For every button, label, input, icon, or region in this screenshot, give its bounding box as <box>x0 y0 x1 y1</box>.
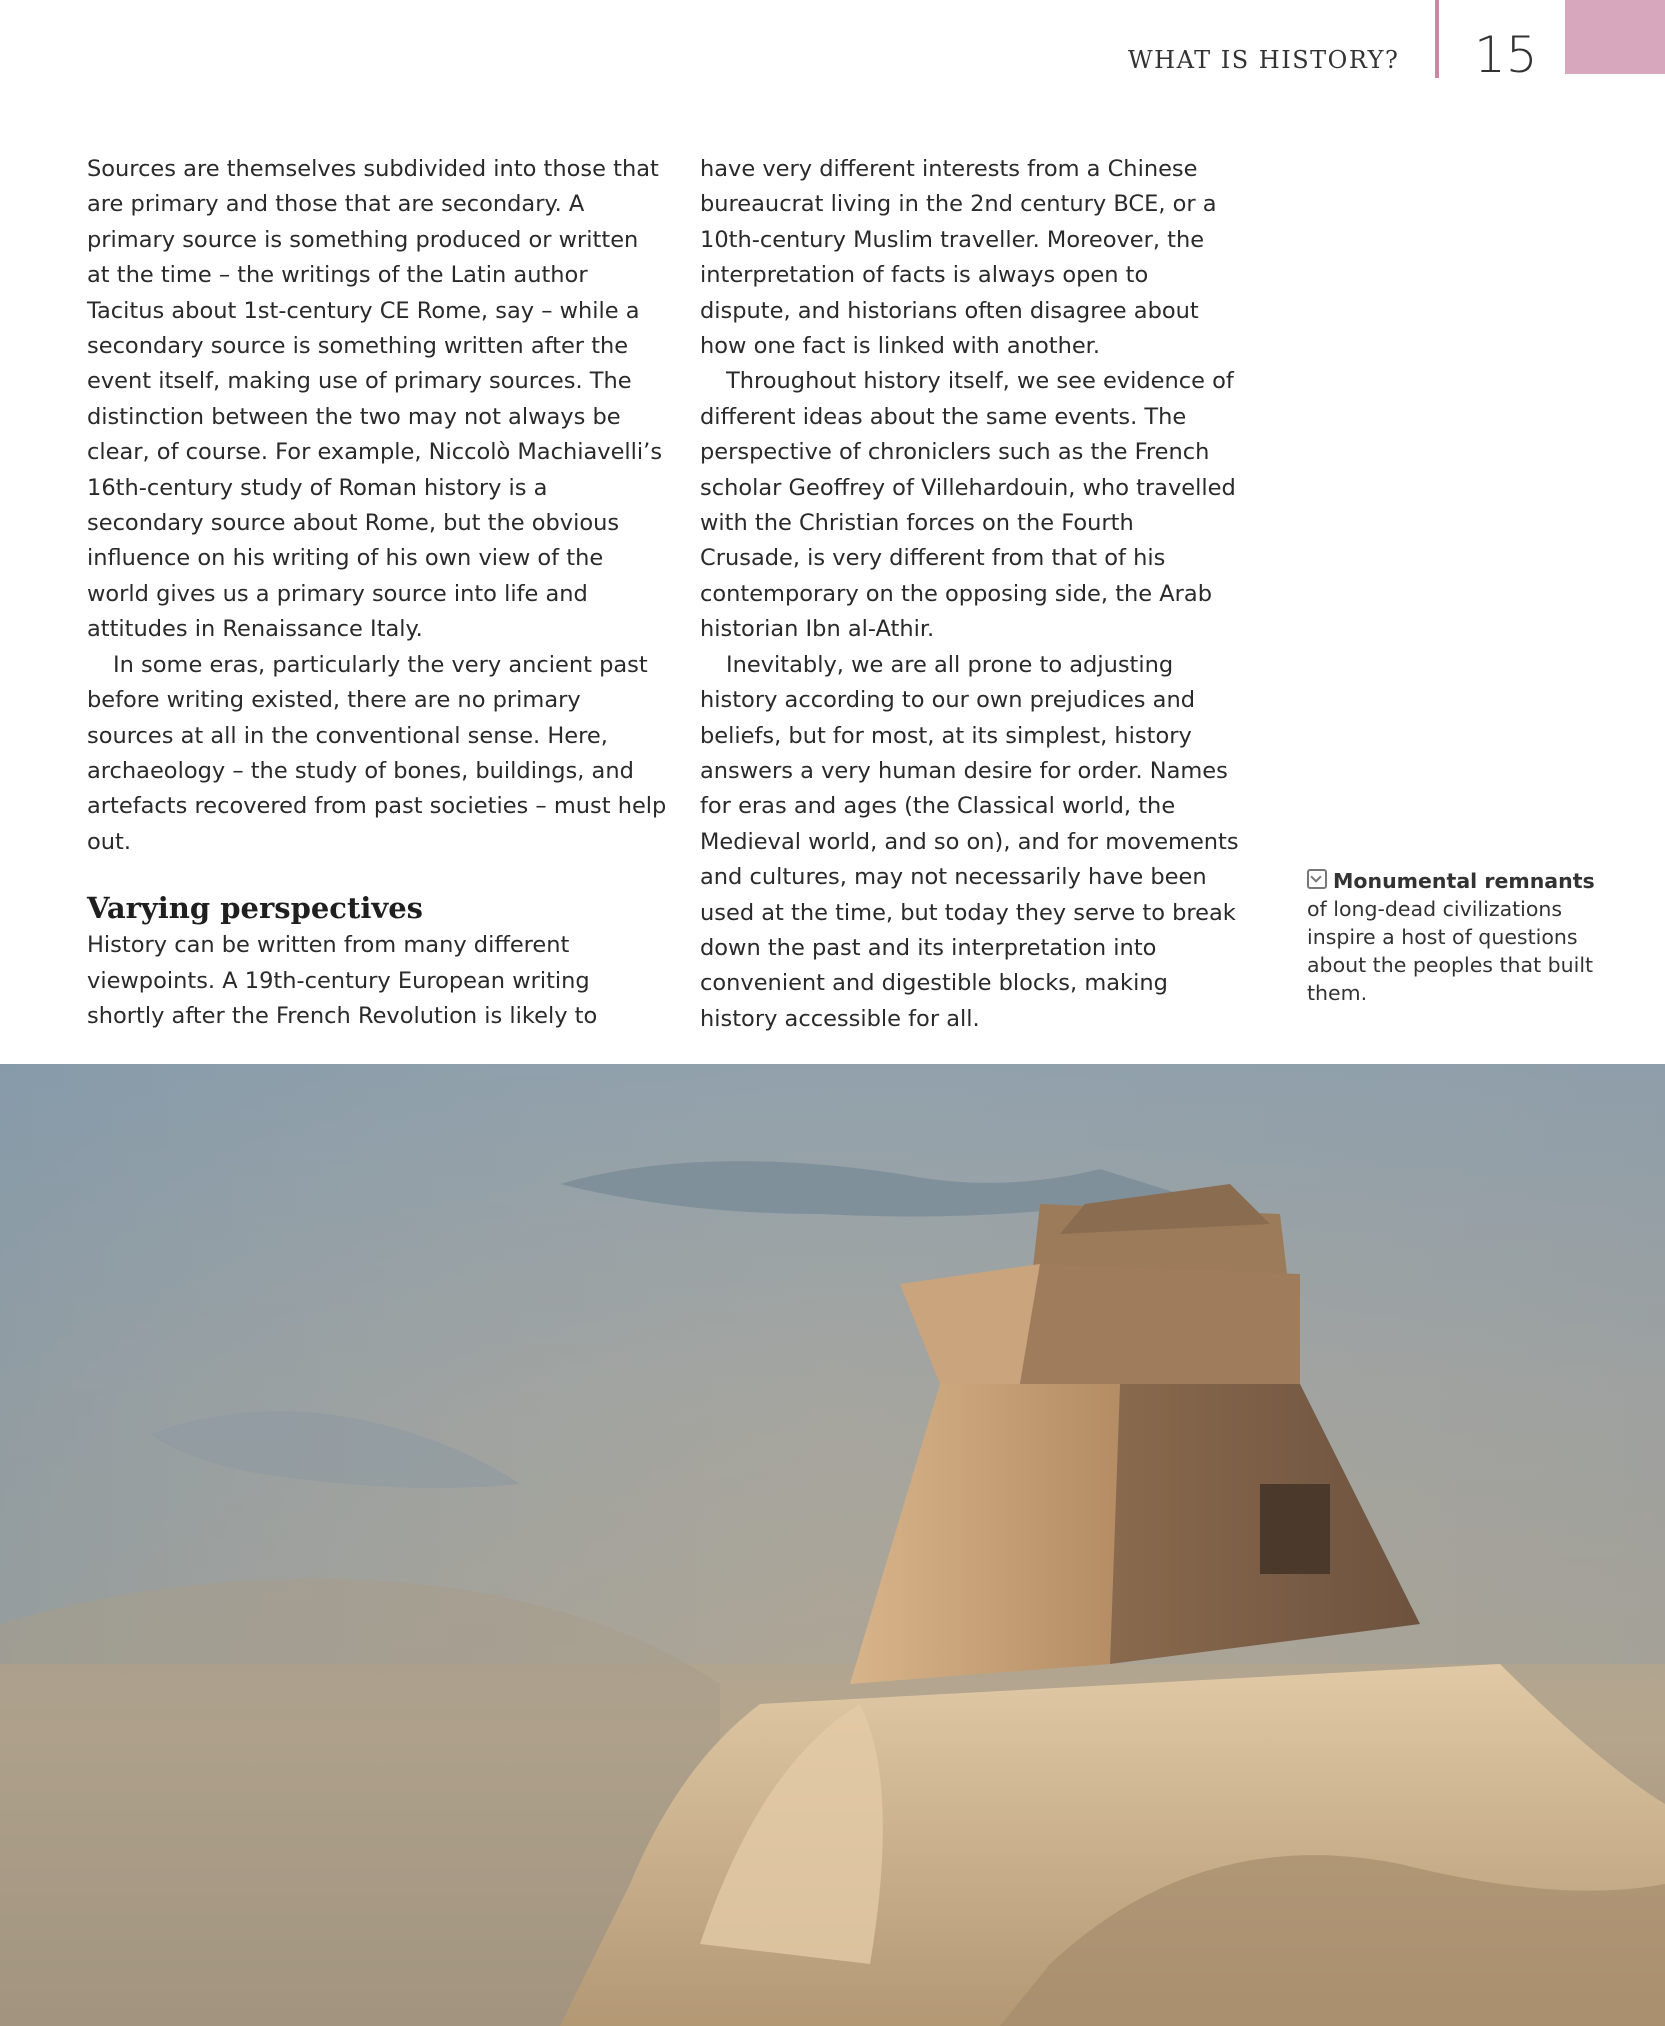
pyramid-photo <box>0 1064 1665 2026</box>
caption-bold-text: Monumental remnants <box>1333 869 1595 893</box>
page-tab <box>1565 0 1665 74</box>
header-divider <box>1435 0 1439 78</box>
body-paragraph: In some eras, particularly the very ancient past before writing existed, there are no primary sources at all in the conventional sense. Here, archaeology – the study of bones, buildings, and artefacts recovered from past societies – must help out. <box>87 651 667 855</box>
body-paragraph: Throughout history itself, we see evidence of different ideas about the same events. The perspective of chroniclers such as the French scholar Geoffrey of Villehardouin, who travelled with the Christian forces on the Fourth Crusade, is very different from that of his contemporary on the opposing side, the Arab historian Ibn al-Athir. <box>700 368 1236 643</box>
body-paragraph: Sources are themselves subdivided into those that are primary and those that are secondary. A primary source is something produced or written at the time – the writings of the Latin author Tacitus about 1st-century CE Rome, say – while a secondary source is something written after the event itself, making use of primary sources. The distinction between the two may not always be clear, of course. For example, Niccolò Machiavelli’s 16th-century study of Roman history is a secondary source about Rome, but the obvious influence on his writing of his own view of the world gives us a primary source into life and attitudes in Renaissance Italy. <box>87 156 663 643</box>
image-caption <box>1307 867 1607 1007</box>
body-paragraph: have very different interests from a Chinese bureaucrat living in the 2nd century BCE, or a 10th-century Muslim traveller. Moreover, the interpretation of facts is always open to dispute, and historians often disagree about how one fact is linked with another. <box>700 156 1217 360</box>
running-header-label: WHAT IS HISTORY? <box>1128 46 1400 74</box>
page-number: 15 <box>1474 26 1538 84</box>
caption-text: of long-dead civilizations inspire a host of questions about the peoples that built them. <box>1307 897 1594 1005</box>
arrow-down-icon <box>1307 869 1327 889</box>
section-heading: Varying perspectives <box>87 891 423 926</box>
body-paragraph: History can be written from many different viewpoints. A 19th-century European writing shortly after the French Revolution is likely to <box>87 932 598 1029</box>
left-column <box>87 152 667 1034</box>
body-paragraph: Inevitably, we are all prone to adjusting history according to our own prejudices and beliefs, but for most, at its simplest, history answers a very human desire for order. Names for eras and ages (the Classical world, the Medieval world, and so on), and for movements and cultures, may not necessarily have been used at the time, but today they serve to break down the past and its interpretation into convenient and digestible blocks, making history accessible for all. <box>700 651 1239 1032</box>
middle-column <box>700 152 1240 1037</box>
